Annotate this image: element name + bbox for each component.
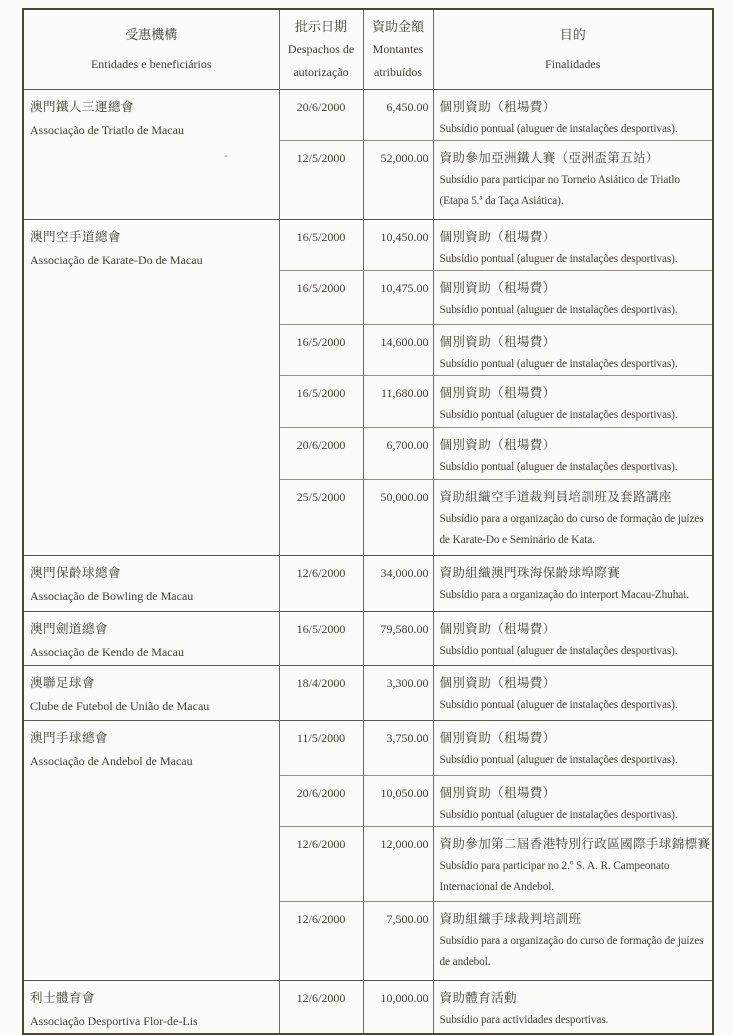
entity-cell [23, 555, 279, 611]
purpose-zh: 資助組織手球裁判培訓班 [439, 911, 582, 926]
header-date-pt1: Despachos de [287, 41, 355, 56]
purpose-pt: Subsídio pontual (aluguer de instalações desportivas). [439, 753, 678, 766]
purpose-cell [433, 270, 713, 324]
purpose-cell [433, 665, 713, 720]
purpose-zh: 資助參加第二屆香港特別行政區國際手球錦標賽 [439, 836, 711, 851]
purpose-cell [433, 826, 713, 901]
purpose-cell [433, 611, 713, 665]
date-cell: 16/5/2000 [279, 375, 363, 427]
entity-zh: 澳門空手道總會 [30, 229, 122, 244]
amount-cell: 12,000.00 [363, 826, 433, 901]
amount-cell: 6,700.00 [363, 427, 433, 479]
purpose-cell [433, 140, 713, 219]
entity-cell [23, 665, 279, 720]
amount-cell: 14,600.00 [363, 324, 433, 375]
purpose-pt: Subsídio pontual (aluguer de instalações desportivas). [439, 252, 678, 265]
header-amount-pt2: atribuídos [374, 64, 422, 79]
entity-zh: 澳聯足球會 [30, 675, 96, 690]
table-row [23, 89, 713, 140]
entity-cell [23, 219, 279, 555]
date-cell: 12/6/2000 [279, 980, 363, 1034]
date-cell: 20/6/2000 [279, 775, 363, 826]
entity-cell [23, 720, 279, 980]
amount-cell: 6,450.00 [363, 89, 433, 140]
date-cell: 11/5/2000 [279, 720, 363, 775]
entity-zh: 利士體育會 [30, 990, 96, 1005]
header-amount [363, 9, 433, 89]
purpose-pt: Subsídio pontual (aluguer de instalações desportivas). [439, 357, 678, 370]
header-date-pt2: autorização [293, 64, 349, 79]
purpose-pt: Subsídio para participar no 2.º S. A. R. Campeonato Internacional de Andebol. [439, 859, 670, 893]
purpose-pt: Subsídio para actividades desportivas. [439, 1013, 609, 1026]
date-cell: 12/5/2000 [279, 140, 363, 219]
purpose-zh: 資助組織空手道裁判員培訓班及套路講座 [439, 489, 672, 504]
table-row [23, 665, 713, 720]
purpose-cell [433, 901, 713, 980]
purpose-zh: 個別資助（租場費） [439, 385, 556, 400]
amount-cell: 7,500.00 [363, 901, 433, 980]
purpose-pt: Subsídio para a organização do curso de formação de juízes de Karate-Do e Seminário de Kata. [439, 512, 704, 546]
amount-cell: 10,000.00 [363, 980, 433, 1034]
table-row [23, 980, 713, 1034]
amount-cell: 52,000.00 [363, 140, 433, 219]
purpose-zh: 個別資助（租場費） [439, 730, 556, 745]
purpose-cell [433, 720, 713, 775]
amount-cell: 10,450.00 [363, 219, 433, 270]
purpose-pt: Subsídio pontual (aluguer de instalações desportivas). [439, 698, 678, 711]
entity-pt: Associação de Triatlo de Macau [30, 122, 184, 137]
date-cell: 12/6/2000 [279, 826, 363, 901]
amount-cell: 79,580.00 [363, 611, 433, 665]
date-cell: 12/6/2000 [279, 555, 363, 611]
entity-cell [23, 980, 279, 1034]
purpose-zh: 個別資助（租場費） [439, 675, 556, 690]
header-entity [23, 9, 279, 89]
entity-pt: Associação de Bowling de Macau [30, 588, 194, 603]
header-entity-zh: 受惠機構 [125, 26, 178, 42]
purpose-pt: Subsídio para a organização do interport Macau-Zhuhai. [439, 588, 689, 601]
amount-cell: 10,475.00 [363, 270, 433, 324]
purpose-cell [433, 324, 713, 375]
header-entity-pt: Entidades e beneficiários [90, 56, 212, 71]
header-purpose-zh: 目的 [559, 26, 586, 42]
purpose-zh: 資助參加亞洲鐵人賽（亞洲盃第五站） [439, 150, 659, 165]
purpose-pt: Subsídio pontual (aluguer de instalações desportivas). [439, 122, 678, 135]
entity-zh: 澳門鐵人三運總會 [30, 99, 135, 114]
date-cell: 16/5/2000 [279, 219, 363, 270]
date-cell: 20/6/2000 [279, 89, 363, 140]
date-cell: 16/5/2000 [279, 611, 363, 665]
entity-zh: 澳門手球總會 [30, 730, 109, 745]
purpose-zh: 個別資助（租場費） [439, 280, 556, 295]
header-row [23, 9, 713, 89]
entity-pt: Clube de Futebol de União de Macau [30, 698, 210, 713]
purpose-pt: Subsídio pontual (aluguer de instalações desportivas). [439, 303, 678, 316]
header-purpose [433, 9, 713, 89]
table-row [23, 219, 713, 270]
date-cell: 20/6/2000 [279, 427, 363, 479]
purpose-pt: Subsídio pontual (aluguer de instalações desportivas). [439, 644, 678, 657]
entity-cell [23, 611, 279, 665]
purpose-cell [433, 775, 713, 826]
table-row [23, 611, 713, 665]
purpose-pt: Subsídio para a organização do curso de formação de juízes de andebol. [439, 934, 704, 968]
header-amount-pt1: Montantes [372, 41, 424, 56]
table-row [23, 720, 713, 775]
header-amount-zh: 資助金額 [371, 18, 424, 34]
date-cell: 16/5/2000 [279, 270, 363, 324]
purpose-zh: 個別資助（租場費） [439, 621, 556, 636]
purpose-cell [433, 89, 713, 140]
purpose-zh: 個別資助（租場費） [439, 229, 556, 244]
purpose-pt: Subsídio pontual (aluguer de instalações desportivas). [439, 408, 678, 421]
purpose-cell [433, 980, 713, 1034]
purpose-pt: Subsídio para participar no Torneio Asiático de Triatlo (Etapa 5.ª da Taça Asiática). [439, 173, 680, 207]
purpose-zh: 個別資助（租場費） [439, 785, 556, 800]
purpose-zh: 個別資助（租場費） [439, 437, 556, 452]
entity-pt: Associação Desportiva Flor-de-Lis [30, 1013, 198, 1028]
header-date [279, 9, 363, 89]
purpose-zh: 個別資助（租場費） [439, 334, 556, 349]
header-purpose-pt: Finalidades [545, 56, 601, 71]
header-date-zh: 批示日期 [294, 18, 347, 34]
purpose-zh: 個別資助（租場費） [439, 99, 556, 114]
date-cell: 18/4/2000 [279, 665, 363, 720]
purpose-cell [433, 375, 713, 427]
entity-zh: 澳門劍道總會 [30, 621, 109, 636]
entity-cell [23, 89, 279, 219]
purpose-cell [433, 219, 713, 270]
amount-cell: 3,300.00 [363, 665, 433, 720]
entity-pt: Associação de Andebol de Macau [30, 753, 193, 768]
entity-zh: 澳門保齡球總會 [30, 565, 122, 580]
purpose-cell [433, 479, 713, 555]
subsidy-table [22, 8, 714, 1035]
entity-pt: Associação de Karate-Do de Macau [30, 252, 203, 267]
amount-cell: 50,000.00 [363, 479, 433, 555]
purpose-zh: 資助組織澳門珠海保齡球埠際賽 [439, 565, 621, 580]
purpose-pt: Subsídio pontual (aluguer de instalações desportivas). [439, 460, 678, 473]
amount-cell: 11,680.00 [363, 375, 433, 427]
date-cell: 12/6/2000 [279, 901, 363, 980]
scan-artifact-dash: - [224, 147, 228, 162]
date-cell: 16/5/2000 [279, 324, 363, 375]
purpose-zh: 資助體育活動 [439, 990, 517, 1005]
amount-cell: 3,750.00 [363, 720, 433, 775]
table-row [23, 555, 713, 611]
amount-cell: 34,000.00 [363, 555, 433, 611]
entity-pt: Associação de Kendo de Macau [30, 644, 184, 659]
amount-cell: 10,050.00 [363, 775, 433, 826]
purpose-cell [433, 427, 713, 479]
date-cell: 25/5/2000 [279, 479, 363, 555]
purpose-cell [433, 555, 713, 611]
purpose-pt: Subsídio pontual (aluguer de instalações desportivas). [439, 808, 678, 821]
